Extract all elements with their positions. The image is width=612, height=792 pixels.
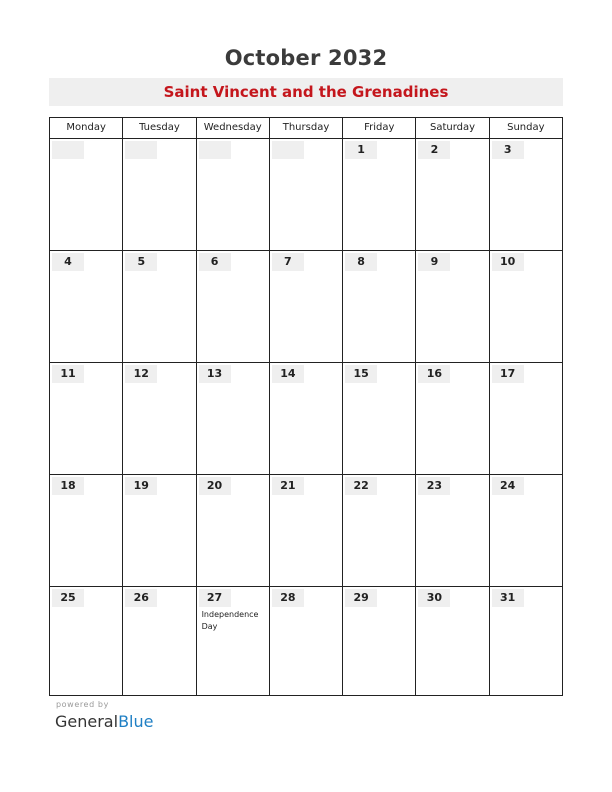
brand-general: General [55, 712, 119, 731]
day-number-empty [52, 141, 84, 159]
holiday-label: Independence Day [201, 610, 259, 631]
weekday-thursday: Thursday [270, 118, 343, 138]
day-cell [123, 587, 196, 695]
week-row [50, 139, 562, 251]
brand-blue: Blue [118, 712, 154, 731]
day-cell [197, 475, 270, 586]
day-number: 5 [125, 253, 157, 271]
day-number: 12 [125, 365, 157, 383]
day-cell [197, 139, 270, 250]
day-cell [50, 139, 123, 250]
day-number: 29 [345, 589, 377, 607]
powered-by-label: powered by [56, 700, 109, 709]
day-cell [343, 475, 416, 586]
day-number: 19 [125, 477, 157, 495]
day-number: 4 [52, 253, 84, 271]
day-number: 24 [492, 477, 524, 495]
country-name: Saint Vincent and the Grenadines [163, 83, 449, 101]
day-number: 15 [345, 365, 377, 383]
day-cell [270, 139, 343, 250]
day-cell [416, 587, 489, 695]
day-cell [50, 251, 123, 362]
day-number: 26 [125, 589, 157, 607]
day-cell [490, 587, 562, 695]
weekday-friday: Friday [343, 118, 416, 138]
day-number: 13 [199, 365, 231, 383]
day-number: 25 [52, 589, 84, 607]
day-cell [416, 475, 489, 586]
day-cell [270, 587, 343, 695]
day-cell [197, 363, 270, 474]
day-cell [343, 587, 416, 695]
weekday-wednesday: Wednesday [197, 118, 270, 138]
day-number: 27 [199, 589, 231, 607]
day-cell [416, 251, 489, 362]
day-cell [50, 587, 123, 695]
day-cell [490, 363, 562, 474]
day-number: 23 [418, 477, 450, 495]
day-cell [123, 475, 196, 586]
day-cell [197, 587, 270, 695]
day-number: 7 [272, 253, 304, 271]
day-number-empty [125, 141, 157, 159]
day-number: 18 [52, 477, 84, 495]
week-row [50, 475, 562, 587]
day-number: 16 [418, 365, 450, 383]
day-number: 17 [492, 365, 524, 383]
day-number: 8 [345, 253, 377, 271]
week-row [50, 587, 562, 695]
calendar-title: October 2032 [224, 46, 388, 70]
day-number: 10 [492, 253, 524, 271]
day-number: 3 [492, 141, 524, 159]
day-number: 2 [418, 141, 450, 159]
weekday-saturday: Saturday [416, 118, 489, 138]
day-cell [270, 363, 343, 474]
day-number: 31 [492, 589, 524, 607]
day-cell [490, 139, 562, 250]
brand-logo[interactable] [55, 712, 153, 731]
day-number-empty [272, 141, 304, 159]
day-number: 20 [199, 477, 231, 495]
day-number: 28 [272, 589, 304, 607]
day-cell [197, 251, 270, 362]
day-cell [490, 475, 562, 586]
day-cell [123, 251, 196, 362]
country-banner [49, 78, 563, 106]
day-number: 14 [272, 365, 304, 383]
day-cell [123, 363, 196, 474]
calendar-grid [49, 117, 563, 696]
day-cell [343, 251, 416, 362]
day-number: 9 [418, 253, 450, 271]
day-cell [50, 363, 123, 474]
day-number: 22 [345, 477, 377, 495]
day-number: 11 [52, 365, 84, 383]
weekday-header-row [50, 118, 562, 139]
day-number: 21 [272, 477, 304, 495]
day-cell [416, 363, 489, 474]
weekday-sunday: Sunday [507, 122, 545, 133]
day-cell [270, 251, 343, 362]
weekday-monday: Monday [50, 118, 123, 138]
week-row [50, 251, 562, 363]
day-cell [343, 363, 416, 474]
week-row [50, 363, 562, 475]
day-cell [343, 139, 416, 250]
day-cell [50, 475, 123, 586]
day-cell [416, 139, 489, 250]
weekday-tuesday: Tuesday [123, 118, 196, 138]
day-cell [490, 251, 562, 362]
day-cell [270, 475, 343, 586]
day-number: 6 [199, 253, 231, 271]
day-number-empty [199, 141, 231, 159]
day-cell [123, 139, 196, 250]
day-number: 30 [418, 589, 450, 607]
day-number: 1 [345, 141, 377, 159]
